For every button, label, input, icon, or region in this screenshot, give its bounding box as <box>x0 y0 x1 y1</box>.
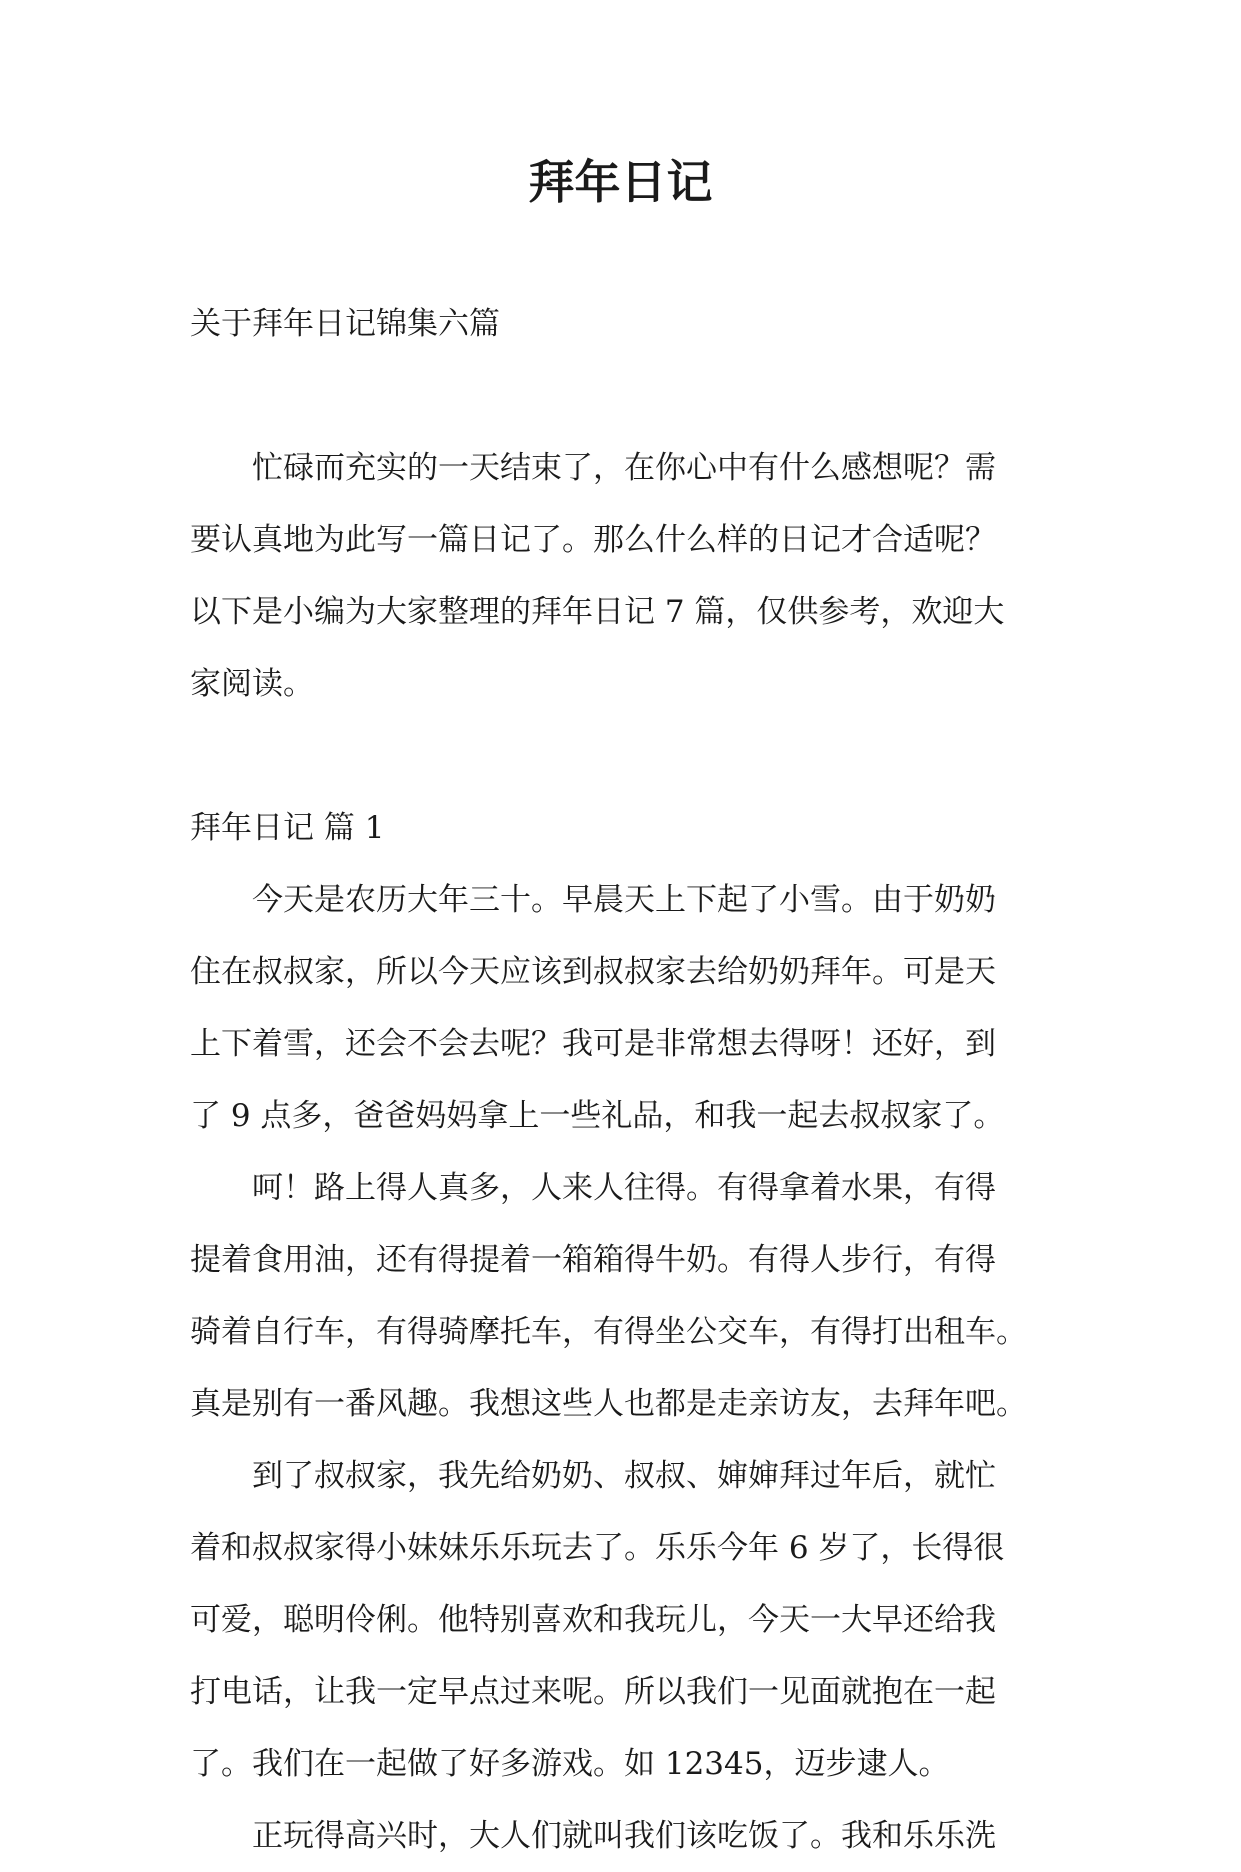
body-line: 呵！路上得人真多，人来人往得。有得拿着水果，有得 <box>252 1170 996 1206</box>
body-line: 骑着自行车，有得骑摩托车，有得坐公交车，有得打出租车。 <box>190 1314 1027 1350</box>
intro-line: 以下是小编为大家整理的拜年日记 7 篇，仅供参考，欢迎大 <box>190 594 1005 630</box>
body-line: 着和叔叔家得小妹妹乐乐玩去了。乐乐今年 6 岁了，长得很 <box>190 1530 1005 1566</box>
body-line: 可爱，聪明伶俐。他特别喜欢和我玩儿，今天一大早还给我 <box>190 1602 996 1638</box>
document-title: 拜年日记 <box>528 155 713 209</box>
intro-line: 要认真地为此写一篇日记了。那么什么样的日记才合适呢？ <box>190 522 996 558</box>
body-paragraph <box>190 1440 1056 1800</box>
intro-line: 忙碌而充实的一天结束了，在你心中有什么感想呢？需 <box>252 450 996 486</box>
body-line: 住在叔叔家，所以今天应该到叔叔家去给奶奶拜年。可是天 <box>190 954 996 990</box>
body-line: 打电话，让我一定早点过来呢。所以我们一见面就抱在一起 <box>190 1674 996 1710</box>
body-line: 真是别有一番风趣。我想这些人也都是走亲访友，去拜年吧。 <box>190 1386 1027 1422</box>
body-line: 到了叔叔家，我先给奶奶、叔叔、婶婶拜过年后，就忙 <box>252 1458 996 1494</box>
body-line: 今天是农历大年三十。早晨天上下起了小雪。由于奶奶 <box>252 882 996 918</box>
body-line: 了。我们在一起做了好多游戏。如 12345，迈步逮人。 <box>190 1746 950 1782</box>
intro-line: 家阅读。 <box>190 666 314 702</box>
body-line: 上下着雪，还会不会去呢？我可是非常想去得呀！还好，到 <box>190 1026 996 1062</box>
body-line: 正玩得高兴时，大人们就叫我们该吃饭了。我和乐乐洗 <box>252 1818 996 1854</box>
section-heading: 拜年日记 篇 1 <box>190 810 385 846</box>
spacer <box>190 360 1056 432</box>
body-paragraph <box>190 1152 1056 1440</box>
body-paragraph <box>190 864 1056 1152</box>
body-paragraph <box>190 1800 1056 1872</box>
intro-paragraph <box>190 432 1056 720</box>
body-line: 提着食用油，还有得提着一箱箱得牛奶。有得人步行，有得 <box>190 1242 996 1278</box>
document-body <box>190 288 1056 1872</box>
spacer <box>190 720 1056 792</box>
body-line: 了 9 点多，爸爸妈妈拿上一些礼品，和我一起去叔叔家了。 <box>190 1098 1005 1134</box>
document-subtitle: 关于拜年日记锦集六篇 <box>190 306 500 342</box>
